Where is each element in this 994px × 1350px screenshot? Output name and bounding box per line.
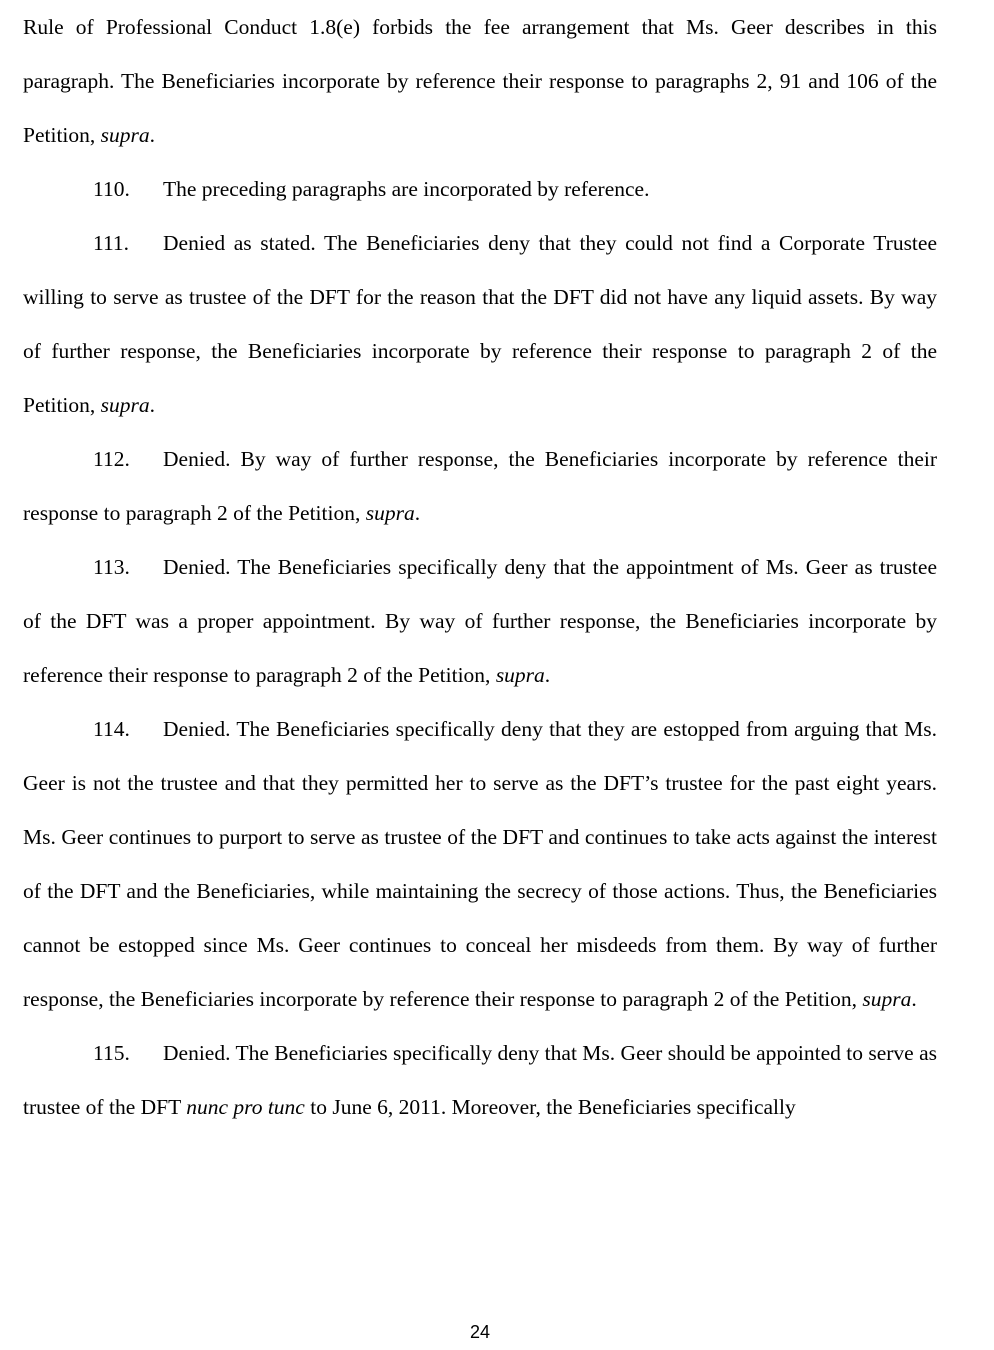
page-number: 24 (469, 1322, 491, 1342)
paragraph-text: . (414, 501, 421, 525)
paragraph-number: 112. (93, 447, 130, 471)
paragraph-text: . (149, 393, 156, 417)
paragraph-number: 111. (93, 231, 130, 255)
italic-text: nunc pro tunc (186, 1095, 305, 1119)
paragraph (23, 162, 937, 216)
paragraph-number: 114. (93, 717, 130, 741)
paragraph-text: The preceding paragraphs are incorporated by reference. (163, 177, 650, 201)
paragraph-text: Denied. The Beneficiaries specifically deny that they are estopped from arguing that Ms. Geer is not the trustee and that they permitted her to serve as the DFT’s trustee for the past eight years. Ms. Geer continues to purport to serve as trustee of the DFT and continues to take acts against the interest of the DFT and the Beneficiaries, while maintaining the secrecy of those actions. Thus, the Beneficiaries cannot be estopped since Ms. Geer continues to conceal her misdeeds from them. By way of further response, the Beneficiaries incorporate by reference their response to paragraph 2 of the Petition, (23, 717, 937, 1011)
document-body (23, 0, 937, 1134)
paragraph-number: 115. (93, 1041, 130, 1065)
paragraph (23, 1026, 937, 1134)
paragraph (23, 540, 937, 702)
paragraph-text: Denied. By way of further response, the Beneficiaries incorporate by reference their response to paragraph 2 of the Petition, (23, 447, 937, 525)
paragraph-text: . (911, 987, 917, 1011)
italic-text: supra (365, 501, 415, 525)
paragraph-text: Denied as stated. The Beneficiaries deny that they could not find a Corporate Trustee willing to serve as trustee of the DFT for the reason that the DFT did not have any liquid assets. By way of further response, the Beneficiaries incorporate by reference their response to paragraph 2 of the Petition, (23, 231, 937, 417)
paragraph-text: to June 6, 2011. Moreover, the Beneficiaries specifically (304, 1095, 796, 1119)
italic-text: supra (100, 393, 150, 417)
paragraph-text: Denied. The Beneficiaries specifically deny that the appointment of Ms. Geer as trustee of the DFT was a proper appointment. By way of further response, the Beneficiaries incorporate by reference their response to paragraph 2 of the Petition, (23, 555, 937, 687)
italic-text: supra (862, 987, 912, 1011)
paragraph (23, 0, 937, 162)
paragraph-text: Denied. The Beneficiaries specifically deny that Ms. Geer should be appointed to serve as trustee of the DFT (23, 1041, 937, 1119)
paragraph-number: 113. (93, 555, 130, 579)
paragraph (23, 432, 937, 540)
paragraph-number: 110. (93, 177, 130, 201)
paragraph-text: . (149, 123, 156, 147)
paragraph-text: . (544, 663, 551, 687)
italic-text: supra (495, 663, 545, 687)
paragraph-text: Rule of Professional Conduct 1.8(e) forbids the fee arrangement that Ms. Geer describes in this paragraph. The Beneficiaries incorporate by reference their response to paragraphs 2, 91 and 106 of the Petition, (23, 15, 937, 147)
italic-text: supra (100, 123, 150, 147)
paragraph (23, 216, 937, 432)
paragraph (23, 702, 937, 1026)
